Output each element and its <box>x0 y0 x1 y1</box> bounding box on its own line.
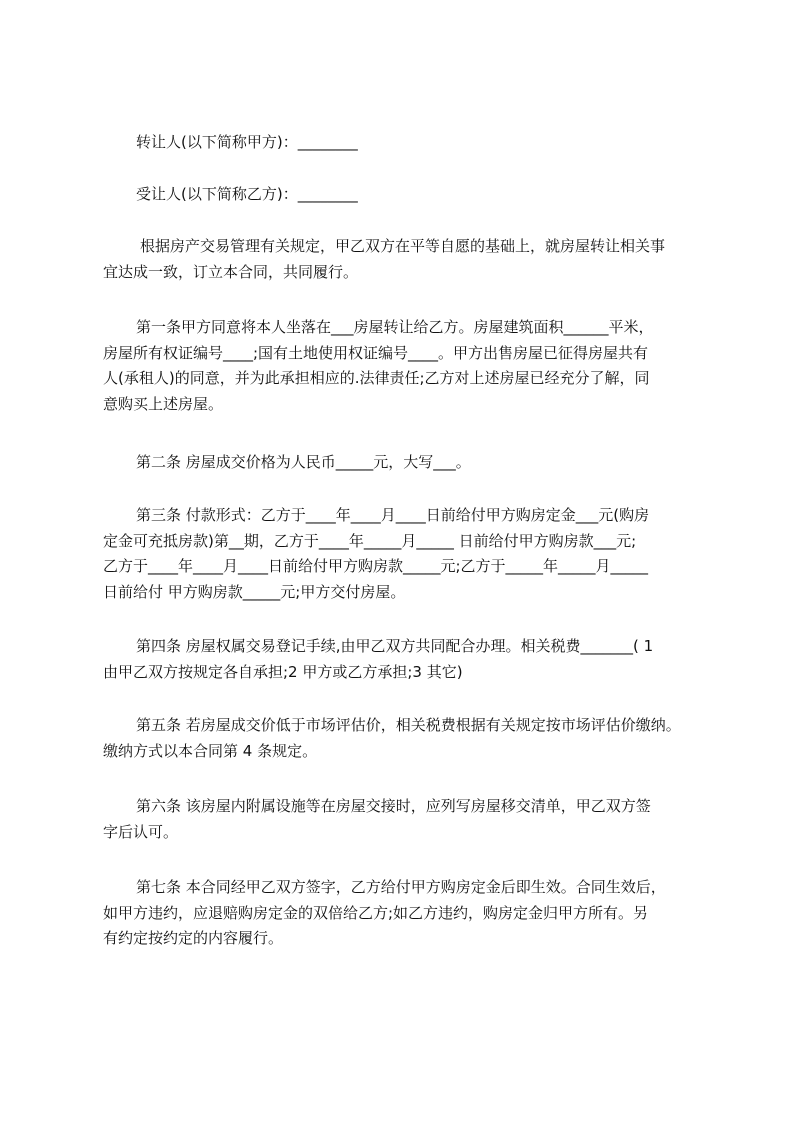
preamble-paragraph <box>103 234 695 285</box>
article-6-line: 字后认可。 <box>103 822 179 841</box>
article-4-paragraph <box>103 634 695 685</box>
article-5-line: 缴纳方式以本合同第 4 条规定。 <box>103 741 318 760</box>
article-1-line: 房屋所有权证编号____;国有土地使用权证编号____。甲方出售房屋已征得房屋共有 <box>103 343 649 362</box>
article-7-paragraph <box>103 875 695 952</box>
party-b-text: 受让人(以下简称乙方)：________ <box>136 185 358 203</box>
article-3-line: 定金可充抵房款)第__期，乙方于____年_____月_____ 日前给付甲方购房款___元; <box>103 531 637 550</box>
article-6-line: 第六条 该房屋内附属设施等在房屋交接时，应列写房屋移交清单，甲乙双方签 <box>136 797 651 815</box>
article-7-line: 如甲方违约，应退赔购房定金的双倍给乙方;如乙方违约，购房定金归甲方所有。另 <box>103 903 649 922</box>
party-a-text: 转让人(以下简称甲方)：________ <box>136 133 358 151</box>
article-1-line: 第一条甲方同意将本人坐落在___房屋转让给乙方。房屋建筑面积______平米， <box>136 318 654 336</box>
article-5-paragraph <box>103 713 695 764</box>
preamble-line: 宜达成一致，订立本合同，共同履行。 <box>103 262 359 281</box>
article-6-paragraph <box>103 794 695 845</box>
article-7-line: 第七条 本合同经甲乙双方签字，乙方给付甲方购房定金后即生效。合同生效后， <box>136 878 666 896</box>
article-3-line: 乙方于____年____月____日前给付甲方购房款_____元;乙方于_____年_____月_____ <box>103 557 649 575</box>
article-4-line: 第四条 房屋权属交易登记手续,由甲乙双方共同配合办理。相关税费_______( 1 <box>136 637 654 655</box>
party-a-line <box>103 130 695 156</box>
preamble-line: 根据房产交易管理有关规定，甲乙双方在平等自愿的基础上，就房屋转让相关事 <box>140 237 666 255</box>
article-2-paragraph <box>103 450 695 476</box>
party-b-line <box>103 182 695 208</box>
article-1-paragraph <box>103 315 695 417</box>
article-1-line: 意购买上述房屋。 <box>103 394 224 413</box>
article-4-line: 由甲乙双方按规定各自承担;2 甲方或乙方承担;3 其它) <box>103 662 463 681</box>
article-3-line: 日前给付 甲方购房款_____元;甲方交付房屋。 <box>103 582 406 601</box>
article-2-line: 第二条 房屋成交价格为人民币_____元，大写___。 <box>136 453 471 471</box>
article-3-line: 第三条 付款形式：乙方于____年____月____日前给付甲方购房定金___元(购房 <box>136 506 650 524</box>
article-7-line: 有约定按约定的内容履行。 <box>103 929 284 947</box>
article-1-line: 人(承租人)的同意，并为此承担相应的.法律责任;乙方对上述房屋已经充分了解，同 <box>103 369 650 387</box>
article-5-line: 第五条 若房屋成交价低于市场评估价，相关税费根据有关规定按市场评估价缴纳。 <box>136 716 681 734</box>
article-3-paragraph <box>103 503 695 605</box>
